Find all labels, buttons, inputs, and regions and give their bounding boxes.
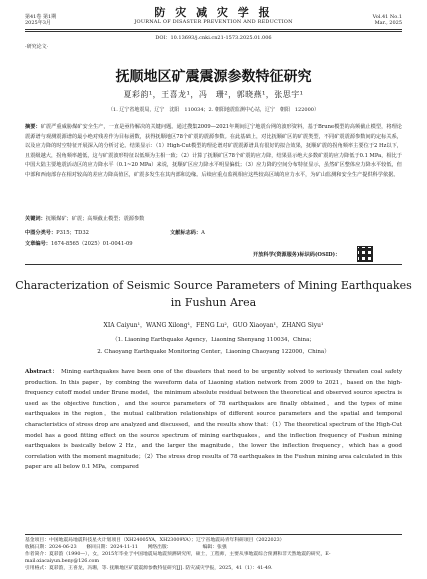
journal-title-cn: 防 灾 减 灾 学 报 xyxy=(154,6,273,19)
doc-code-line xyxy=(170,230,205,237)
abstract-cn xyxy=(25,123,402,180)
doc-code-label: 文献标志码： xyxy=(170,230,202,236)
article-title-en-line2: in Fushun Area xyxy=(170,296,257,309)
header-volume: 第41卷 第1期 xyxy=(25,14,57,20)
osid-line xyxy=(253,252,340,259)
journal-masthead xyxy=(0,6,427,26)
header-volume-en: Vol.41 No.1 xyxy=(372,14,402,20)
abstract-en xyxy=(25,367,402,473)
header-rule-top xyxy=(25,29,402,30)
keywords-cn-text: 抚顺煤矿；矿震；高频截止模型；震源参数 xyxy=(45,216,145,222)
footnote-citation: 引用格式：夏彩韵，王喜龙，冯珊，等. 抚顺地区矿震震源参数特征研究[J]. 防灾减灾学报，2025，41（1）：41-49. xyxy=(25,566,273,571)
doc-code-value: A xyxy=(201,230,205,236)
keywords-cn xyxy=(25,215,402,225)
header-rule-bottom xyxy=(25,31,402,32)
authors-cn: 夏彩韵¹，王喜龙¹，冯 珊²，郭晓燕¹，张思宇¹ xyxy=(123,90,304,99)
header-date: 2025年3月 xyxy=(25,20,51,26)
article-title-cn: 抚顺地区矿震震源参数特征研究 xyxy=(115,69,312,85)
abstract-en-text: Mining earthquakes have been one of the disasters that need to be urgently solved to seriously threaten coal safety production. In this paper，by combing the waveform data of Liaoning station network from 2009 to 2021，based on the high-frequency cutoff model under Brune model，the minimum absolute residual between the theoretical and observed source spectra is used as the objective function，and the source parameters of 78 earthquakes are finally obtained，and the types of mine earthquakes in the region，the mutual calibration relationships of different source parameters and the spatial and temporal characteristics of stress drop are analyzed and discussed，and the results show that：（1）The theoretical spectrum of the High-Cut model has a good fitting effect on the source spectrum of mining earthquakes，and the inflection frequency of Fushun mining earthquakes is basically below 2 Hz，and the larger the magnitude，the lower the inflection frequency，which has a good correlation with the moment magnitude；（2）The stress drop results of 78 earthquakes in the Fushun mining area calculated in this paper are all below 0.1 MPa，compared xyxy=(25,369,402,471)
keywords-cn-label: 关键词： xyxy=(25,216,46,222)
osid-label: 开放科学(资源服务)标识码(OSID)： xyxy=(253,252,341,258)
footnote-funding: 基金项目：中国地震局地震科技星火计划项目（XH24005YA，XH23009YA）；辽宁省地震局青年科研项目（2022023） xyxy=(25,538,285,543)
section-label: ·研究论文· xyxy=(25,44,49,50)
qr-code-icon xyxy=(357,246,373,262)
footnotes xyxy=(25,537,402,572)
article-number-value: 1674-8565（2025）01-0041-09 xyxy=(50,241,133,247)
authors-en: XIA Caiyun¹，WANG Xilong¹，FENG Lu²，GUO Xiaoyan¹，ZHANG Siyu¹ xyxy=(103,322,324,329)
doi-line: DOI：10.13693/j.cnki.cn21-1573.2025.01.006 xyxy=(155,35,272,41)
clc-value: P315；TD32 xyxy=(56,230,89,236)
section-divider xyxy=(25,264,402,265)
clc-label: 中图分类号： xyxy=(25,230,57,236)
journal-title-en: JOURNAL OF DISASTER PREVENTION AND REDUCTION xyxy=(134,19,293,25)
footnote-rule xyxy=(25,534,402,535)
article-number-line xyxy=(25,241,133,248)
affiliation-en-1: （1. Liaoning Earthquake Agency，Liaoning Shenyang 110034，China； xyxy=(112,337,315,343)
header-volume-issue-en xyxy=(373,14,402,26)
header-date-en: Mar., 2025 xyxy=(374,20,402,26)
clc-line xyxy=(25,230,89,237)
footnote-dates: 收稿日期：2024-06-23 修回日期：2024-11-11 网络出版： 编辑：张强 xyxy=(25,545,227,550)
footnote-author-bio: 作者简介：夏彩韵（1990—），女，2015年毕业于中国地震局地震预测研究所，硕士，工程师，主要从事地震综合预测和非天然地震的研究，E-mail:xiacaiyun.beny@126.com xyxy=(25,552,331,564)
abstract-en-label: Abstract： xyxy=(25,369,59,375)
affiliations-cn: （1. 辽宁省地震局，辽宁 沈阳 110034；2. 朝阳地震监测中心站，辽宁 朝阳 122000） xyxy=(108,107,319,113)
article-number-label: 文章编号： xyxy=(25,241,51,247)
article-title-en xyxy=(0,277,427,311)
affiliation-en-2: 2. Chaoyang Earthquake Monitoring Center，Liaoning Chaoyang 122000，China） xyxy=(97,349,330,355)
abstract-cn-label: 摘要： xyxy=(25,124,41,130)
abstract-cn-text: 矿震严重威胁煤矿安全生产，一直是亟待解决的关键问题。通过搜集2009—2021年期间辽宁地震台网的波形资料，基于Brune模型的高频截止模型，将理论震源谱与观测震源谱的最小绝对残差作为目标函数，获得抚顺地区78个矿震的震源参数。在此基础上，对比抚顺矿区的矿震类型，不同矿震震源参数间的定标关系，以及应力降的时空特征开展深入的分析讨论。结果显示：（1）High-Cut模型的理论谱对矿震震源谱具有很好的拟合效果，抚顺矿震的拐角频率主要位于2 Hz以下，且震级越大，拐角频率越低，这与矿震波形特征以低频为主相一致；（2）计算了抚顺矿区78个矿震的应力降，结果显示绝大多数矿震的应力降低于0.1 MPa，相比于中国大陆主要地震活动区的应力降水平（0.1~20 MPa）来说，抚顺矿区应力降水平明显偏低；（3）应力降的空间分布特征显示，虽然矿区整体应力降水平较低，但中部和西南部存在相对较高的差应力降高值区，矿震多发生在其内部和边缘。后续应重点监视相应这些较高区域的应力水平，为矿山监测和安全生产提供科学依据。 xyxy=(25,124,402,178)
article-title-en-line1: Characterization of Seismic Source Parameters of Mining Earthquakes xyxy=(15,279,412,292)
